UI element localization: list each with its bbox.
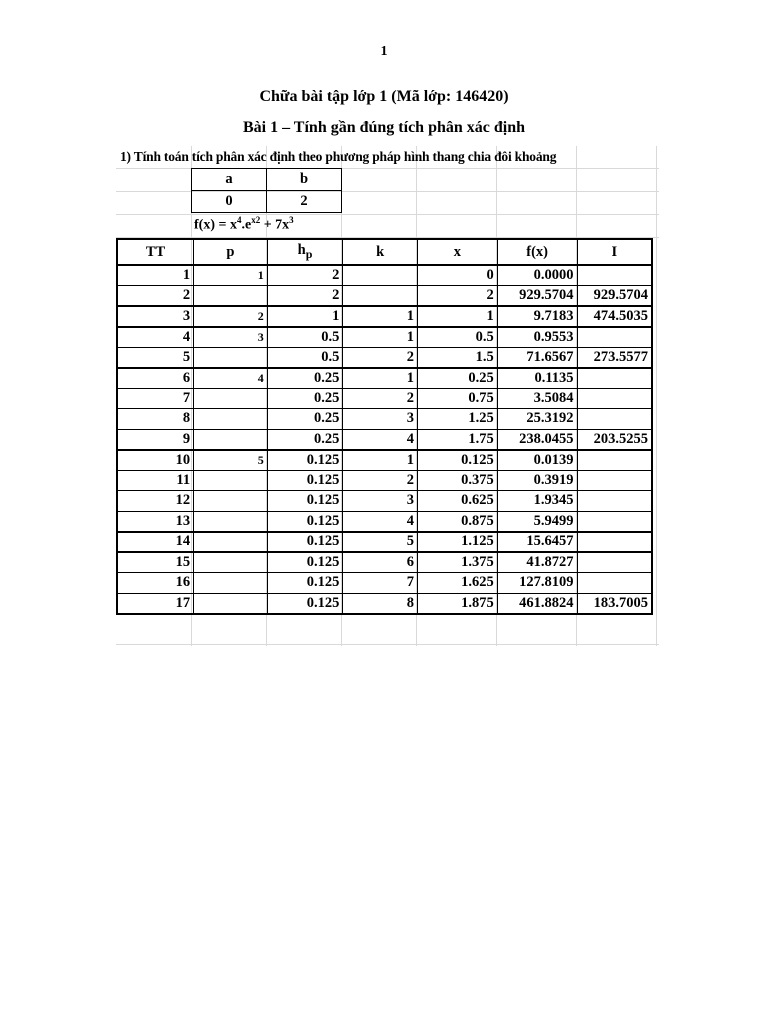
cell-p [194, 388, 268, 409]
page-subtitle: Bài 1 – Tính gần đúng tích phân xác định [242, 119, 526, 136]
cell-tt: 16 [117, 573, 194, 594]
table-row [117, 265, 652, 286]
cell-p [194, 347, 268, 368]
bounds-table [191, 168, 342, 213]
cell-h: 0.25 [267, 429, 343, 450]
cell-k: 6 [343, 552, 418, 573]
cell-i [577, 368, 652, 389]
cell-k: 4 [343, 511, 418, 532]
cell-i [577, 388, 652, 409]
cell-fx: 0.9553 [497, 327, 577, 348]
cell-tt: 4 [117, 327, 194, 348]
cell-h: 0.125 [267, 593, 343, 614]
cell-h: 0.125 [267, 532, 343, 553]
table-row [117, 573, 652, 594]
spreadsheet-image [116, 146, 659, 646]
cell-tt: 10 [117, 450, 194, 471]
cell-h: 0.125 [267, 552, 343, 573]
cell-k: 1 [343, 450, 418, 471]
cell-tt: 11 [117, 470, 194, 491]
table-row [117, 593, 652, 614]
cell-i [577, 265, 652, 286]
table-row [117, 532, 652, 553]
cell-tt: 12 [117, 491, 194, 512]
cell-i [577, 450, 652, 471]
cell-tt: 8 [117, 409, 194, 430]
cell-tt: 7 [117, 388, 194, 409]
cell-fx: 929.5704 [497, 286, 577, 307]
a-value: 0 [192, 191, 267, 213]
cell-fx: 0.1135 [497, 368, 577, 389]
cell-x: 1.25 [417, 409, 497, 430]
cell-h: 0.125 [267, 573, 343, 594]
cell-x: 0.5 [417, 327, 497, 348]
b-label: b [267, 169, 342, 191]
cell-fx: 127.8109 [497, 573, 577, 594]
cell-fx: 5.9499 [497, 511, 577, 532]
cell-x: 1.5 [417, 347, 497, 368]
header-i: I [577, 239, 652, 265]
header-k: k [343, 239, 418, 265]
cell-i: 474.5035 [577, 306, 652, 327]
trapezoid-results-table [116, 238, 653, 615]
cell-x: 1.75 [417, 429, 497, 450]
cell-i: 203.5255 [577, 429, 652, 450]
cell-tt: 2 [117, 286, 194, 307]
cell-fx: 3.5084 [497, 388, 577, 409]
cell-k: 4 [343, 429, 418, 450]
cell-x: 0.375 [417, 470, 497, 491]
cell-h: 0.25 [267, 388, 343, 409]
cell-fx: 0.0139 [497, 450, 577, 471]
cell-x: 0.75 [417, 388, 497, 409]
header-p: p [194, 239, 268, 265]
cell-p [194, 511, 268, 532]
cell-p: 4 [194, 368, 268, 389]
cell-h: 0.5 [267, 327, 343, 348]
b-value: 2 [267, 191, 342, 213]
table-row [117, 511, 652, 532]
cell-h: 0.25 [267, 368, 343, 389]
table-row [117, 368, 652, 389]
table-row [117, 491, 652, 512]
cell-x: 0.875 [417, 511, 497, 532]
cell-k: 8 [343, 593, 418, 614]
cell-i [577, 470, 652, 491]
cell-p [194, 593, 268, 614]
cell-p: 1 [194, 265, 268, 286]
cell-tt: 15 [117, 552, 194, 573]
cell-x: 1 [417, 306, 497, 327]
cell-tt: 5 [117, 347, 194, 368]
function-formula: $f(x) = x^4.e^{x2} + 7x^3$ [194, 215, 294, 233]
cell-i: 183.7005 [577, 593, 652, 614]
cell-fx: 0.0000 [497, 265, 577, 286]
cell-h: 0.125 [267, 491, 343, 512]
cell-k [343, 265, 418, 286]
table-row [117, 347, 652, 368]
header-tt: TT [117, 239, 194, 265]
page-number: 1 [380, 44, 388, 59]
cell-k: 3 [343, 491, 418, 512]
cell-i [577, 511, 652, 532]
cell-h: 0.5 [267, 347, 343, 368]
cell-p [194, 532, 268, 553]
cell-p: 3 [194, 327, 268, 348]
cell-fx: 9.7183 [497, 306, 577, 327]
cell-i [577, 532, 652, 553]
cell-i: 273.5577 [577, 347, 652, 368]
cell-k: 2 [343, 470, 418, 491]
cell-k: 5 [343, 532, 418, 553]
page-title: Chữa bài tập lớp 1 (Mã lớp: 146420) [259, 88, 509, 105]
cell-i [577, 573, 652, 594]
table-row [117, 450, 652, 471]
header-fx: f(x) [497, 239, 577, 265]
cell-p [194, 573, 268, 594]
cell-i: 929.5704 [577, 286, 652, 307]
cell-tt: 17 [117, 593, 194, 614]
cell-h: 0.125 [267, 470, 343, 491]
cell-p [194, 286, 268, 307]
cell-tt: 14 [117, 532, 194, 553]
cell-h: 0.25 [267, 409, 343, 430]
table-row [117, 306, 652, 327]
cell-x: 1.875 [417, 593, 497, 614]
cell-k: 1 [343, 368, 418, 389]
cell-p [194, 409, 268, 430]
cell-i [577, 327, 652, 348]
cell-k: 2 [343, 347, 418, 368]
cell-fx: 41.8727 [497, 552, 577, 573]
cell-fx: 461.8824 [497, 593, 577, 614]
cell-p [194, 470, 268, 491]
cell-p [194, 552, 268, 573]
cell-h: 0.125 [267, 511, 343, 532]
section-heading: 1) Tính toán tích phân xác định theo phương pháp hình thang chia đôi khoảng [120, 149, 557, 164]
cell-tt: 6 [117, 368, 194, 389]
cell-fx: 15.6457 [497, 532, 577, 553]
cell-fx: 25.3192 [497, 409, 577, 430]
cell-x: 0.125 [417, 450, 497, 471]
cell-tt: 1 [117, 265, 194, 286]
cell-k [343, 286, 418, 307]
cell-x: 0.625 [417, 491, 497, 512]
cell-i [577, 491, 652, 512]
cell-k: 1 [343, 306, 418, 327]
cell-tt: 13 [117, 511, 194, 532]
cell-p: 2 [194, 306, 268, 327]
cell-fx: 0.3919 [497, 470, 577, 491]
cell-h: 0.125 [267, 450, 343, 471]
cell-p [194, 491, 268, 512]
table-row [117, 388, 652, 409]
cell-p [194, 429, 268, 450]
cell-x: 0.25 [417, 368, 497, 389]
cell-x: 1.625 [417, 573, 497, 594]
cell-k: 1 [343, 327, 418, 348]
cell-x: 1.125 [417, 532, 497, 553]
cell-h: 1 [267, 306, 343, 327]
header-h: $h_p$ [267, 239, 343, 265]
cell-fx: 71.6567 [497, 347, 577, 368]
cell-x: 2 [417, 286, 497, 307]
table-row [117, 470, 652, 491]
cell-h: 2 [267, 286, 343, 307]
header-row [117, 239, 652, 265]
cell-tt: 9 [117, 429, 194, 450]
cell-k: 7 [343, 573, 418, 594]
cell-fx: 1.9345 [497, 491, 577, 512]
table-row [117, 429, 652, 450]
cell-fx: 238.0455 [497, 429, 577, 450]
cell-x: 0 [417, 265, 497, 286]
cell-x: 1.375 [417, 552, 497, 573]
cell-i [577, 552, 652, 573]
cell-h: 2 [267, 265, 343, 286]
header-x: x [417, 239, 497, 265]
a-label: a [192, 169, 267, 191]
cell-i [577, 409, 652, 430]
cell-k: 2 [343, 388, 418, 409]
table-row [117, 327, 652, 348]
cell-tt: 3 [117, 306, 194, 327]
table-row [117, 286, 652, 307]
table-row [117, 409, 652, 430]
cell-p: 5 [194, 450, 268, 471]
cell-k: 3 [343, 409, 418, 430]
table-row [117, 552, 652, 573]
